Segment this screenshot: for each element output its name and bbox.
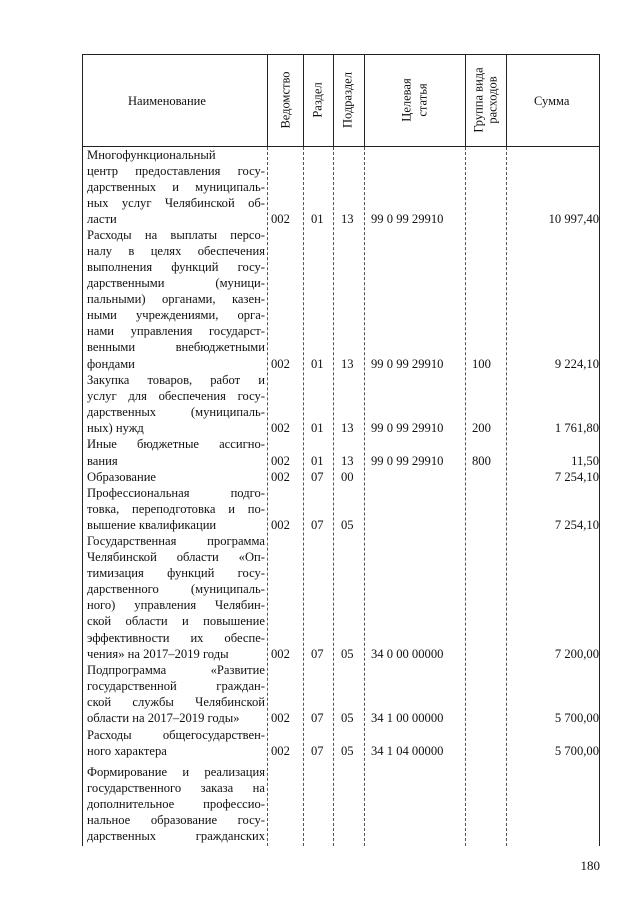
header-name: Наименование — [128, 94, 206, 108]
cell-article: 34 0 00 00000 — [371, 647, 444, 661]
header-section: Раздел — [310, 82, 325, 118]
row-name-line: услуг для обеспечения госу- — [87, 389, 265, 403]
cell-dept: 002 — [271, 454, 290, 468]
body-divider-group — [506, 147, 507, 846]
cell-section: 01 — [311, 212, 324, 226]
row-name-line: эффективности их обеспе- — [87, 631, 265, 645]
row-name-line: Расходы общегосударствен- — [87, 728, 265, 742]
row-name-line: вания — [87, 454, 118, 468]
row-name-line: Расходы на выплаты персо- — [87, 228, 265, 242]
cell-subsection: 05 — [341, 647, 354, 661]
cell-subsection: 13 — [341, 421, 354, 435]
row-name-line: Подпрограмма «Развитие — [87, 663, 265, 677]
header-group-line2: расходов — [485, 76, 500, 124]
body-divider-section — [333, 147, 334, 846]
col-divider-dept — [303, 54, 304, 146]
row-name-line: выполнения функций госу- — [87, 260, 265, 274]
row-name-line: ской области и повышение — [87, 614, 265, 628]
cell-sum: 7 254,10 — [554, 470, 599, 484]
cell-sum: 7 200,00 — [554, 647, 599, 661]
row-name-line: ными учреждениями, орга- — [87, 308, 265, 322]
col-divider-name — [267, 54, 268, 146]
table-right-border — [599, 54, 600, 846]
row-name-line: нальное образование госу- — [87, 813, 265, 827]
row-name-line: пальными) органами, казен- — [87, 292, 265, 306]
row-name-line: венными внебюджетными — [87, 340, 265, 354]
row-name-line: вышение квалификации — [87, 518, 217, 532]
cell-dept: 002 — [271, 470, 290, 484]
row-name-line: Государственная программа — [87, 534, 265, 548]
cell-section: 07 — [311, 518, 324, 532]
row-name-line: Челябинской области «Оп- — [87, 550, 265, 564]
col-divider-subsection — [364, 54, 365, 146]
row-name-line: ных) нужд — [87, 421, 144, 435]
row-name-line: ской службы Челябинской — [87, 695, 265, 709]
header-subsection: Подраздел — [340, 72, 355, 128]
cell-dept: 002 — [271, 647, 290, 661]
cell-sum: 5 700,00 — [554, 711, 599, 725]
row-name-line: ного характера — [87, 744, 167, 758]
cell-subsection: 13 — [341, 357, 354, 371]
cell-section: 01 — [311, 421, 324, 435]
header-bottom-border — [82, 146, 600, 147]
page-number: 180 — [580, 858, 600, 873]
cell-subsection: 05 — [341, 744, 354, 758]
cell-group: 100 — [472, 357, 491, 371]
row-name-line: Многофункциональный — [87, 148, 216, 162]
table-top-border — [82, 54, 600, 55]
row-name-line: дарственных (муниципаль- — [87, 405, 265, 419]
cell-section: 01 — [311, 357, 324, 371]
row-name-line: центр предоставления госу- — [87, 164, 265, 178]
cell-dept: 002 — [271, 744, 290, 758]
row-name-line: налу в целях обеспечения — [87, 244, 265, 258]
row-name-line: дарственного (муниципаль- — [87, 582, 265, 596]
cell-sum: 5 700,00 — [554, 744, 599, 758]
row-name-line: дарственных гражданских — [87, 829, 265, 843]
row-name-line: государственной граждан- — [87, 679, 265, 693]
body-divider-subsection — [364, 147, 365, 846]
body-divider-name — [267, 147, 268, 846]
row-name-line: Закупка товаров, работ и — [87, 373, 265, 387]
row-name-line: тимизация функций госу- — [87, 566, 265, 580]
row-name-line: ласти — [87, 212, 117, 226]
row-name-line: дарственными (муници- — [87, 276, 265, 290]
row-name-line: Иные бюджетные ассигно- — [87, 437, 265, 451]
body-divider-dept — [303, 147, 304, 846]
header-article-line1: Целевая — [399, 78, 414, 122]
cell-subsection: 05 — [341, 711, 354, 725]
row-name-line: фондами — [87, 357, 135, 371]
cell-subsection: 00 — [341, 470, 354, 484]
cell-article: 99 0 99 29910 — [371, 212, 444, 226]
cell-subsection: 13 — [341, 212, 354, 226]
cell-article: 99 0 99 29910 — [371, 454, 444, 468]
cell-section: 07 — [311, 711, 324, 725]
cell-sum: 9 224,10 — [554, 357, 599, 371]
row-name-line: Образование — [87, 470, 157, 484]
cell-dept: 002 — [271, 357, 290, 371]
row-name-line: государственного заказа на — [87, 781, 265, 795]
row-name-line: нами управления государст- — [87, 324, 265, 338]
cell-group: 200 — [472, 421, 491, 435]
cell-article: 34 1 04 00000 — [371, 744, 444, 758]
cell-section: 07 — [311, 647, 324, 661]
header-group-line1: Группа вида — [471, 67, 486, 133]
col-divider-article — [465, 54, 466, 146]
cell-dept: 002 — [271, 212, 290, 226]
row-name-line: дополнительное профессио- — [87, 797, 265, 811]
header-dept: Ведомство — [278, 71, 293, 129]
col-divider-group — [506, 54, 507, 146]
cell-section: 07 — [311, 470, 324, 484]
cell-subsection: 13 — [341, 454, 354, 468]
cell-dept: 002 — [271, 518, 290, 532]
cell-group: 800 — [472, 454, 491, 468]
header-sum: Сумма — [534, 94, 570, 108]
row-name-line: области на 2017–2019 годы» — [87, 711, 240, 725]
cell-sum: 10 997,40 — [548, 212, 599, 226]
row-name-line: Формирование и реализация — [87, 765, 265, 779]
cell-sum: 7 254,10 — [554, 518, 599, 532]
col-divider-section — [333, 54, 334, 146]
table-left-border — [82, 54, 83, 846]
cell-sum: 1 761,80 — [554, 421, 599, 435]
cell-dept: 002 — [271, 421, 290, 435]
row-name-line: дарственных и муниципаль- — [87, 180, 265, 194]
row-name-line: чения» на 2017–2019 годы — [87, 647, 229, 661]
cell-article: 99 0 99 29910 — [371, 421, 444, 435]
cell-article: 99 0 99 29910 — [371, 357, 444, 371]
row-name-line: ных услуг Челябинской об- — [87, 196, 265, 210]
row-name-line: Профессиональная подго- — [87, 486, 265, 500]
cell-section: 01 — [311, 454, 324, 468]
cell-section: 07 — [311, 744, 324, 758]
cell-sum: 11,50 — [571, 454, 599, 468]
row-name-line: ного) управления Челябин- — [87, 598, 265, 612]
cell-subsection: 05 — [341, 518, 354, 532]
cell-dept: 002 — [271, 711, 290, 725]
row-name-line: товка, переподготовка и по- — [87, 502, 265, 516]
cell-article: 34 1 00 00000 — [371, 711, 444, 725]
header-article-line2: статья — [415, 83, 430, 117]
body-divider-article — [465, 147, 466, 846]
